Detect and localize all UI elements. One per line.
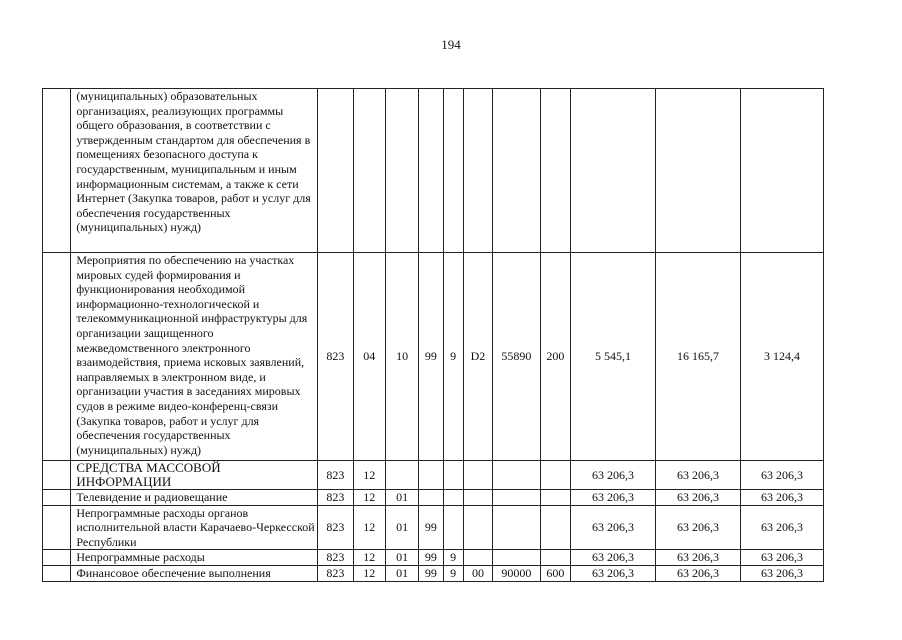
cs3-cell: [463, 461, 492, 490]
ved-cell: 823: [318, 550, 353, 566]
rz-cell: 12: [353, 565, 385, 581]
vr-cell: [540, 89, 570, 253]
rz-cell: 12: [353, 461, 385, 490]
cs1-cell: 99: [419, 565, 443, 581]
sum2-cell: 63 206,3: [655, 505, 740, 550]
row-name: Финансовое обеспечение выполнения: [71, 565, 318, 581]
row-name: Непрограммные расходы: [71, 550, 318, 566]
sum2-cell: 63 206,3: [655, 550, 740, 566]
vr-cell: 600: [540, 565, 570, 581]
pr-cell: [385, 461, 418, 490]
empty-cell: [43, 490, 71, 506]
table-row: [43, 89, 824, 253]
cs1-cell: [419, 89, 443, 253]
cs4-cell: 90000: [493, 565, 541, 581]
sum2-cell: [655, 89, 740, 253]
budget-table: [42, 88, 824, 582]
sum1-cell: 63 206,3: [571, 461, 656, 490]
sum1-cell: 63 206,3: [571, 490, 656, 506]
row-name: Мероприятия по обеспечению на участках мировых судей формирования и функционирования необходимой информационно-технологической и телекоммуникационной инфраструктуры для организации защищенного межведомственного электронного взаимодействия, приема исковых заявлений, направляемых в электронном виде, и организации участия в заседаниях мировых судов в режиме видео-конференц-связи (Закупка товаров, работ и услуг для обеспечения государственных (муниципальных) нужд): [71, 253, 318, 461]
vr-cell: [540, 550, 570, 566]
sum3-cell: 63 206,3: [740, 490, 823, 506]
sum3-cell: 63 206,3: [740, 461, 823, 490]
empty-cell: [43, 565, 71, 581]
cs4-cell: 55890: [493, 253, 541, 461]
empty-cell: [43, 505, 71, 550]
page-number: 194: [441, 37, 461, 52]
empty-cell: [43, 550, 71, 566]
cs3-cell: [463, 505, 492, 550]
table-row: [43, 253, 824, 461]
sum1-cell: 5 545,1: [571, 253, 656, 461]
cs2-cell: [443, 89, 463, 253]
empty-cell: [43, 89, 71, 253]
table-row: [43, 505, 824, 550]
vr-cell: [540, 461, 570, 490]
sum3-cell: 63 206,3: [740, 565, 823, 581]
pr-cell: 01: [385, 565, 418, 581]
row-name: Непрограммные расходы органов исполнительной власти Карачаево-Черкесской Республики: [71, 505, 318, 550]
cs4-cell: [493, 550, 541, 566]
row-name: Телевидение и радиовещание: [71, 490, 318, 506]
ved-cell: 823: [318, 565, 353, 581]
rz-cell: [353, 89, 385, 253]
pr-cell: 01: [385, 490, 418, 506]
cs1-cell: [419, 461, 443, 490]
pr-cell: 01: [385, 550, 418, 566]
cs4-cell: [493, 490, 541, 506]
cs1-cell: 99: [419, 505, 443, 550]
sum2-cell: 63 206,3: [655, 565, 740, 581]
sum1-cell: 63 206,3: [571, 565, 656, 581]
ved-cell: [318, 89, 353, 253]
cs2-cell: [443, 505, 463, 550]
ved-cell: 823: [318, 253, 353, 461]
rz-cell: 12: [353, 505, 385, 550]
sum1-cell: 63 206,3: [571, 550, 656, 566]
row-name: (муниципальных) образовательных организациях, реализующих программы общего образования, в соответствии с утвержденным стандартом для обеспечения в помещениях безопасного доступа к государственным, муниципальным и иным информационным системам, а также к сети Интернет (Закупка товаров, работ и услуг для обеспечения государственных (муниципальных) нужд): [71, 89, 318, 253]
cs2-cell: [443, 461, 463, 490]
pr-cell: [385, 89, 418, 253]
cs2-cell: 9: [443, 253, 463, 461]
cs3-cell: [463, 550, 492, 566]
sum3-cell: 63 206,3: [740, 505, 823, 550]
table-row: [43, 565, 824, 581]
sum1-cell: [571, 89, 656, 253]
vr-cell: [540, 490, 570, 506]
pr-cell: 10: [385, 253, 418, 461]
sum2-cell: 63 206,3: [655, 490, 740, 506]
cs2-cell: 9: [443, 565, 463, 581]
cs3-cell: [463, 490, 492, 506]
cs2-cell: [443, 490, 463, 506]
cs3-cell: 00: [463, 565, 492, 581]
sum2-cell: 16 165,7: [655, 253, 740, 461]
cs4-cell: [493, 505, 541, 550]
cs3-cell: [463, 89, 492, 253]
table-row: [43, 461, 824, 490]
vr-cell: [540, 505, 570, 550]
table-row: [43, 490, 824, 506]
sum3-cell: 63 206,3: [740, 550, 823, 566]
rz-cell: 12: [353, 550, 385, 566]
cs4-cell: [493, 461, 541, 490]
cs1-cell: [419, 490, 443, 506]
sum3-cell: 3 124,4: [740, 253, 823, 461]
ved-cell: 823: [318, 490, 353, 506]
cs1-cell: 99: [419, 550, 443, 566]
ved-cell: 823: [318, 461, 353, 490]
row-name: СРЕДСТВА МАССОВОЙ ИНФОРМАЦИИ: [71, 461, 318, 490]
ved-cell: 823: [318, 505, 353, 550]
cs2-cell: 9: [443, 550, 463, 566]
pr-cell: 01: [385, 505, 418, 550]
vr-cell: 200: [540, 253, 570, 461]
rz-cell: 12: [353, 490, 385, 506]
sum3-cell: [740, 89, 823, 253]
rz-cell: 04: [353, 253, 385, 461]
empty-cell: [43, 461, 71, 490]
table-row: [43, 550, 824, 566]
cs3-cell: D2: [463, 253, 492, 461]
cs4-cell: [493, 89, 541, 253]
sum2-cell: 63 206,3: [655, 461, 740, 490]
empty-cell: [43, 253, 71, 461]
sum1-cell: 63 206,3: [571, 505, 656, 550]
cs1-cell: 99: [419, 253, 443, 461]
